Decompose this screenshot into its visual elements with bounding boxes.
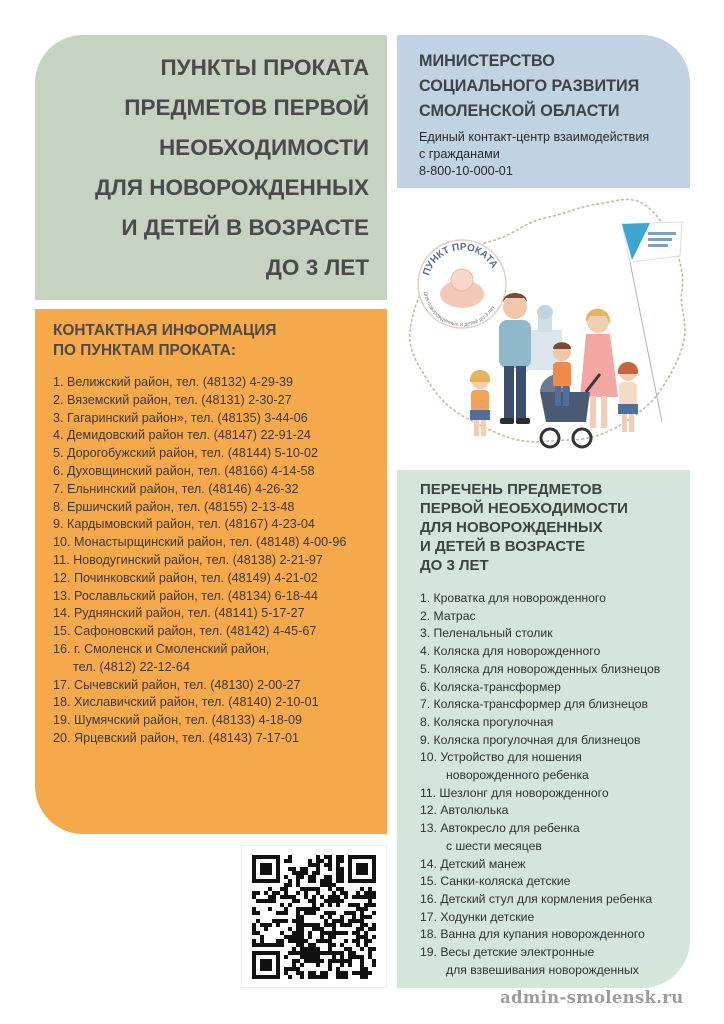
contact-item <box>53 677 377 695</box>
contact-item-text: 11. Новодугинский район, тел. (48138) 2-21-97 <box>53 552 323 567</box>
ministry-name <box>419 49 680 124</box>
contact-item <box>53 374 377 392</box>
rental-item <box>420 856 682 874</box>
contact-item <box>53 499 377 517</box>
rental-item <box>420 944 682 979</box>
contact-item <box>53 570 377 588</box>
page-title <box>95 48 369 288</box>
contact-item-text: 10. Монастырщинский район, тел. (48148) 4-00-96 <box>53 535 347 550</box>
items-heading-line: ДО 3 ЛЕТ <box>420 557 489 574</box>
contact-item <box>53 694 377 712</box>
rental-item <box>420 661 682 679</box>
contact-item-text: 7. Ельнинский район, тел. (48146) 4-26-32 <box>53 481 299 496</box>
girl-right-figure <box>618 362 638 432</box>
rental-item-continuation: для взвешивания новорожденных <box>446 962 639 977</box>
rental-item <box>420 749 682 784</box>
rental-item-text: 12. Автолюлька <box>420 803 509 818</box>
items-heading-line: И ДЕТЕЙ В ВОЗРАСТЕ <box>420 538 586 555</box>
qr-code-image <box>252 855 376 979</box>
rental-logo-subtext: для новорожденных и детей до 3 лет <box>422 291 497 329</box>
contact-item-text: 17. Сычевский район, тел. (48130) 2-00-27 <box>53 677 301 692</box>
contact-item <box>53 410 377 428</box>
rental-item <box>420 732 682 750</box>
contact-item-text: 4. Демидовский район тел. (48147) 22-91-24 <box>53 428 311 443</box>
rental-item-text: 6. Коляска-трансформер <box>420 679 561 694</box>
rental-item-text: 7. Коляска-трансформер для близнецов <box>420 697 649 712</box>
rental-item-text: 1. Кроватка для новорожденного <box>420 591 606 605</box>
contact-item-text: 6. Духовщинский район, тел. (48166) 4-14-58 <box>53 463 315 478</box>
rental-logo-text: ПУНКТ ПРОКАТА <box>421 241 500 278</box>
girl-left-figure <box>470 370 490 436</box>
rental-item-text: 19. Весы детские электронные <box>420 945 595 960</box>
rental-item-text: 16. Детский стул для кормления ребенка <box>420 891 653 906</box>
rental-item-text: 15. Санки-коляска детские <box>420 874 571 889</box>
contact-item-continuation: тел. (4812) 22-12-64 <box>73 659 190 674</box>
items-heading-line: ДЛЯ НОВОРОЖДЕННЫХ <box>420 519 603 536</box>
contact-item <box>53 623 377 641</box>
contact-item <box>53 392 377 410</box>
rental-item-text: 13. Автокресло для ребенка <box>420 821 580 836</box>
rental-item <box>420 608 682 626</box>
rental-item-text: 5. Коляска для новорожденных близнецов <box>420 661 661 676</box>
rental-item <box>420 785 682 803</box>
rental-item-text: 2. Матрас <box>420 608 476 623</box>
contact-item-text: 13. Рославльский район, тел. (48134) 6-18-44 <box>53 588 319 603</box>
contact-item-text: 5. Дорогобужский район, тел. (48144) 5-10-02 <box>53 446 319 461</box>
contact-item <box>53 605 377 623</box>
rental-item <box>420 820 682 855</box>
contact-item-text: 16. г. Смоленск и Смоленский район, <box>53 641 270 656</box>
contact-item <box>53 481 377 499</box>
contacts-heading-line: ПО ПУНКТАМ ПРОКАТА: <box>53 342 236 359</box>
title-line: ДО 3 ЛЕТ <box>265 254 369 280</box>
ministry-contact <box>419 129 680 180</box>
contact-item <box>53 445 377 463</box>
items-heading-line: ПЕРЕЧЕНЬ ПРЕДМЕТОВ <box>420 481 603 498</box>
contact-item <box>53 730 377 748</box>
contact-item <box>53 588 377 606</box>
items-panel <box>397 470 690 988</box>
contact-center-phone: 8-800-10-000-01 <box>419 164 513 178</box>
family-illustration-svg <box>400 192 692 462</box>
contact-item-text: 19. Шумячский район, тел. (48133) 4-18-09 <box>53 713 302 728</box>
contact-item-text: 3. Гагаринский район», тел. (48135) 3-44-06 <box>53 410 308 425</box>
rental-item-text: 17. Ходунки детские <box>420 909 535 924</box>
title-line: ПУНКТЫ ПРОКАТА <box>160 54 369 80</box>
contact-item-text: 12. Починковский район, тел. (48149) 4-21-02 <box>53 570 318 585</box>
contact-center-label: с гражданами <box>419 147 500 161</box>
rental-item-text: 18. Ванна для купания новорожденного <box>420 927 645 942</box>
title-panel <box>35 35 387 300</box>
rental-item <box>420 909 682 927</box>
contact-item-text: 14. Руднянский район, тел. (48141) 5-17-27 <box>53 606 305 621</box>
website-watermark: admin-smolensk.ru <box>500 988 684 1007</box>
contact-item-text: 20. Ярцевский район, тел. (48143) 7-17-01 <box>53 730 299 745</box>
father-figure <box>499 293 531 424</box>
rental-item-continuation: с шести месяцев <box>446 838 542 853</box>
rental-item <box>420 714 682 732</box>
rental-item-text: 14. Детский манеж <box>420 856 526 871</box>
contact-item-text: 1. Велижский район, тел. (48132) 4-29-39 <box>53 375 294 389</box>
contacts-heading <box>53 321 377 361</box>
contact-item <box>53 712 377 730</box>
contact-item-text: 8. Ершичский район, тел. (48155) 2-13-48 <box>53 499 295 514</box>
ministry-name-line: МИНИСТЕРСТВО <box>419 52 555 70</box>
contact-item-text: 9. Кардымовский район, тел. (48167) 4-23-04 <box>53 517 315 532</box>
contacts-list <box>53 374 377 748</box>
family-illustration <box>400 192 692 462</box>
rental-item-continuation: новорожденного ребенка <box>446 768 589 783</box>
ministry-name-line: СОЦИАЛЬНОГО РАЗВИТИЯ <box>419 77 640 95</box>
title-line: ПРЕДМЕТОВ ПЕРВОЙ <box>124 94 369 120</box>
rental-item <box>420 802 682 820</box>
items-heading-line: ПЕРВОЙ НЕОБХОДИМОСТИ <box>420 500 628 517</box>
contact-item <box>53 463 377 481</box>
contact-center-label: Единый контакт-центр взаимодействия <box>419 130 650 144</box>
contact-item-text: 18. Хиславичский район, тел. (48140) 2-10-01 <box>53 695 319 710</box>
rental-item <box>420 625 682 643</box>
rental-item-text: 9. Коляска прогулочная для близнецов <box>420 732 641 747</box>
contact-item-text: 15. Сафоновский район, тел. (48142) 4-45-67 <box>53 624 317 639</box>
rental-item-text: 11. Шезлонг для новорожденного <box>420 785 609 800</box>
contact-item <box>53 552 377 570</box>
contact-item <box>53 427 377 445</box>
rental-item <box>420 891 682 909</box>
rental-item-text: 8. Коляска прогулочная <box>420 714 554 729</box>
rental-item <box>420 679 682 697</box>
rental-item <box>420 590 682 608</box>
ministry-name-line: СМОЛЕНСКОЙ ОБЛАСТИ <box>419 102 620 120</box>
baby-icon <box>451 269 473 291</box>
rental-item <box>420 696 682 714</box>
title-line: НЕОБХОДИМОСТИ <box>158 134 369 160</box>
qr-code[interactable] <box>241 845 387 988</box>
title-line: ДЛЯ НОВОРОЖДЕННЫХ <box>95 174 369 200</box>
rental-item-text: 3. Пеленальный столик <box>420 626 553 641</box>
contact-item-text: 2. Вяземский район, тел. (48131) 2-30-27 <box>53 392 292 407</box>
rental-item <box>420 873 682 891</box>
items-list <box>420 590 682 979</box>
contacts-panel <box>35 309 387 834</box>
rental-item-text: 4. Коляска для новорожденного <box>420 644 601 659</box>
title-line: И ДЕТЕЙ В ВОЗРАСТЕ <box>121 214 369 240</box>
ministry-panel <box>397 35 690 188</box>
contacts-heading-line: КОНТАКТНАЯ ИНФОРМАЦИЯ <box>53 322 277 339</box>
rental-item-text: 10. Устройство для ношения <box>420 750 582 765</box>
items-heading <box>420 480 682 575</box>
contact-item <box>53 641 377 677</box>
rental-item <box>420 643 682 661</box>
contact-item <box>53 516 377 534</box>
rental-item <box>420 926 682 944</box>
contact-item <box>53 534 377 552</box>
